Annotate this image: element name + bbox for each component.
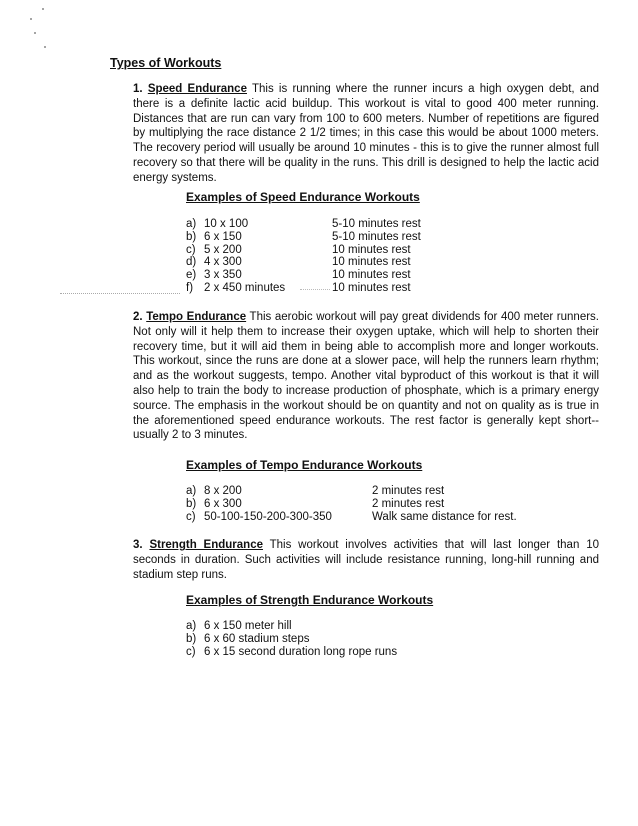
example-rest: 10 minutes rest [332, 256, 411, 269]
section-paragraph [133, 310, 599, 443]
example-workout: 6 x 150 [204, 230, 242, 243]
example-item [186, 498, 517, 511]
example-marker: b) [186, 632, 197, 645]
example-item [186, 256, 421, 269]
examples-title-strength: Examples of Strength Endurance Workouts [186, 593, 434, 607]
section-paragraph [133, 538, 599, 582]
section-speed-endurance [133, 82, 599, 186]
scan-speck [30, 18, 32, 20]
section-paragraph [133, 82, 599, 186]
scan-speck [44, 46, 46, 48]
example-rest: 5-10 minutes rest [332, 218, 421, 230]
section-number: 3. [133, 539, 143, 551]
example-item [186, 231, 421, 244]
example-item [186, 485, 517, 498]
page-title: Types of Workouts [110, 56, 222, 70]
section-strength-endurance [133, 538, 599, 582]
example-rest: 10 minutes rest [332, 281, 411, 294]
example-rest: 2 minutes rest [372, 485, 445, 497]
example-marker: b) [186, 230, 197, 243]
example-marker: a) [186, 620, 197, 632]
section-term: Strength Endurance [149, 539, 263, 551]
example-item [186, 633, 397, 646]
example-workout: 5 x 200 [204, 243, 242, 256]
example-rest: 10 minutes rest [332, 269, 411, 282]
example-item [186, 218, 421, 231]
example-workout: 6 x 300 [204, 497, 242, 510]
example-marker: c) [186, 243, 196, 256]
example-item [186, 511, 517, 524]
section-number: 2. [133, 311, 143, 323]
example-marker: b) [186, 497, 197, 510]
example-marker: c) [186, 510, 196, 523]
examples-list-tempo [186, 485, 517, 523]
scan-artifact-line [60, 293, 180, 294]
example-item [186, 269, 421, 282]
scan-speck [42, 8, 44, 10]
example-workout: 6 x 15 second duration long rope runs [204, 645, 398, 658]
example-marker: a) [186, 218, 197, 230]
section-text: This workout involves activities that will last longer than 10 seconds in duration. Such activities will include resistance running, long-hill running and stadium step runs. [133, 539, 599, 581]
example-workout: 10 x 100 [204, 218, 249, 230]
example-item [186, 620, 397, 633]
example-item [186, 646, 397, 659]
example-workout: 6 x 60 stadium steps [204, 632, 310, 645]
example-marker: f) [186, 281, 194, 294]
section-text: This aerobic workout will pay great dividends for 400 meter runners. Not only will it help them to increase their oxygen uptake, which will help to shorten their recovery time, but it will aid them in being able to accomplish more and longer workouts. This workout, since the runs are done at a slower pace, will help the runners learn rhythm; and as the workout suggests, tempo. Another vital byproduct of this workout is that it will also help to train the body to increase production of phosphate, which is a primary energy source. The emphasis in the workout should be on quantity and not on quality as is true in the aforementioned speed endurance workouts. The rest factor is generally kept short--usually 2 to 3 minutes. [133, 311, 599, 442]
example-marker: a) [186, 485, 197, 497]
examples-title-speed: Examples of Speed Endurance Workouts [186, 190, 420, 204]
scan-speck [34, 32, 36, 34]
examples-list-speed [186, 218, 421, 295]
example-rest: 10 minutes rest [332, 243, 411, 256]
example-workout: 6 x 150 meter hill [204, 620, 292, 632]
example-workout: 50-100-150-200-300-350 [204, 510, 332, 523]
example-marker: c) [186, 645, 196, 658]
section-term: Speed Endurance [147, 83, 247, 95]
example-marker: e) [186, 269, 197, 282]
example-rest: Walk same distance for rest. [372, 510, 517, 523]
examples-list-strength [186, 620, 397, 658]
example-workout: 3 x 350 [204, 269, 242, 282]
example-workout: 2 x 450 minutes [204, 281, 286, 294]
example-item [186, 244, 421, 257]
section-text: This is running where the runner incurs a high oxygen debt, and there is a definite lactic acid buildup. This workout is vital to good 400 meter running. Distances that are run can vary from 100 to 600 meters. Number of repetitions are figured by multiplying the race distance 2 1/2 times; in this case this would be about 1000 meters. The recovery period will usually be around 10 minutes - this is to give the runner almost full recovery so that there will be quality in the runs. This drill is designed to help the lactic acid energy systems. [133, 83, 599, 184]
example-rest: 2 minutes rest [372, 497, 445, 510]
section-tempo-endurance [133, 310, 599, 443]
example-rest: 5-10 minutes rest [332, 230, 421, 243]
example-workout: 8 x 200 [204, 485, 242, 497]
section-number: 1. [133, 83, 143, 95]
scan-artifact-line [300, 289, 330, 290]
example-workout: 4 x 300 [204, 256, 242, 269]
example-marker: d) [186, 256, 197, 269]
examples-title-tempo: Examples of Tempo Endurance Workouts [186, 458, 423, 472]
section-term: Tempo Endurance [146, 311, 247, 323]
